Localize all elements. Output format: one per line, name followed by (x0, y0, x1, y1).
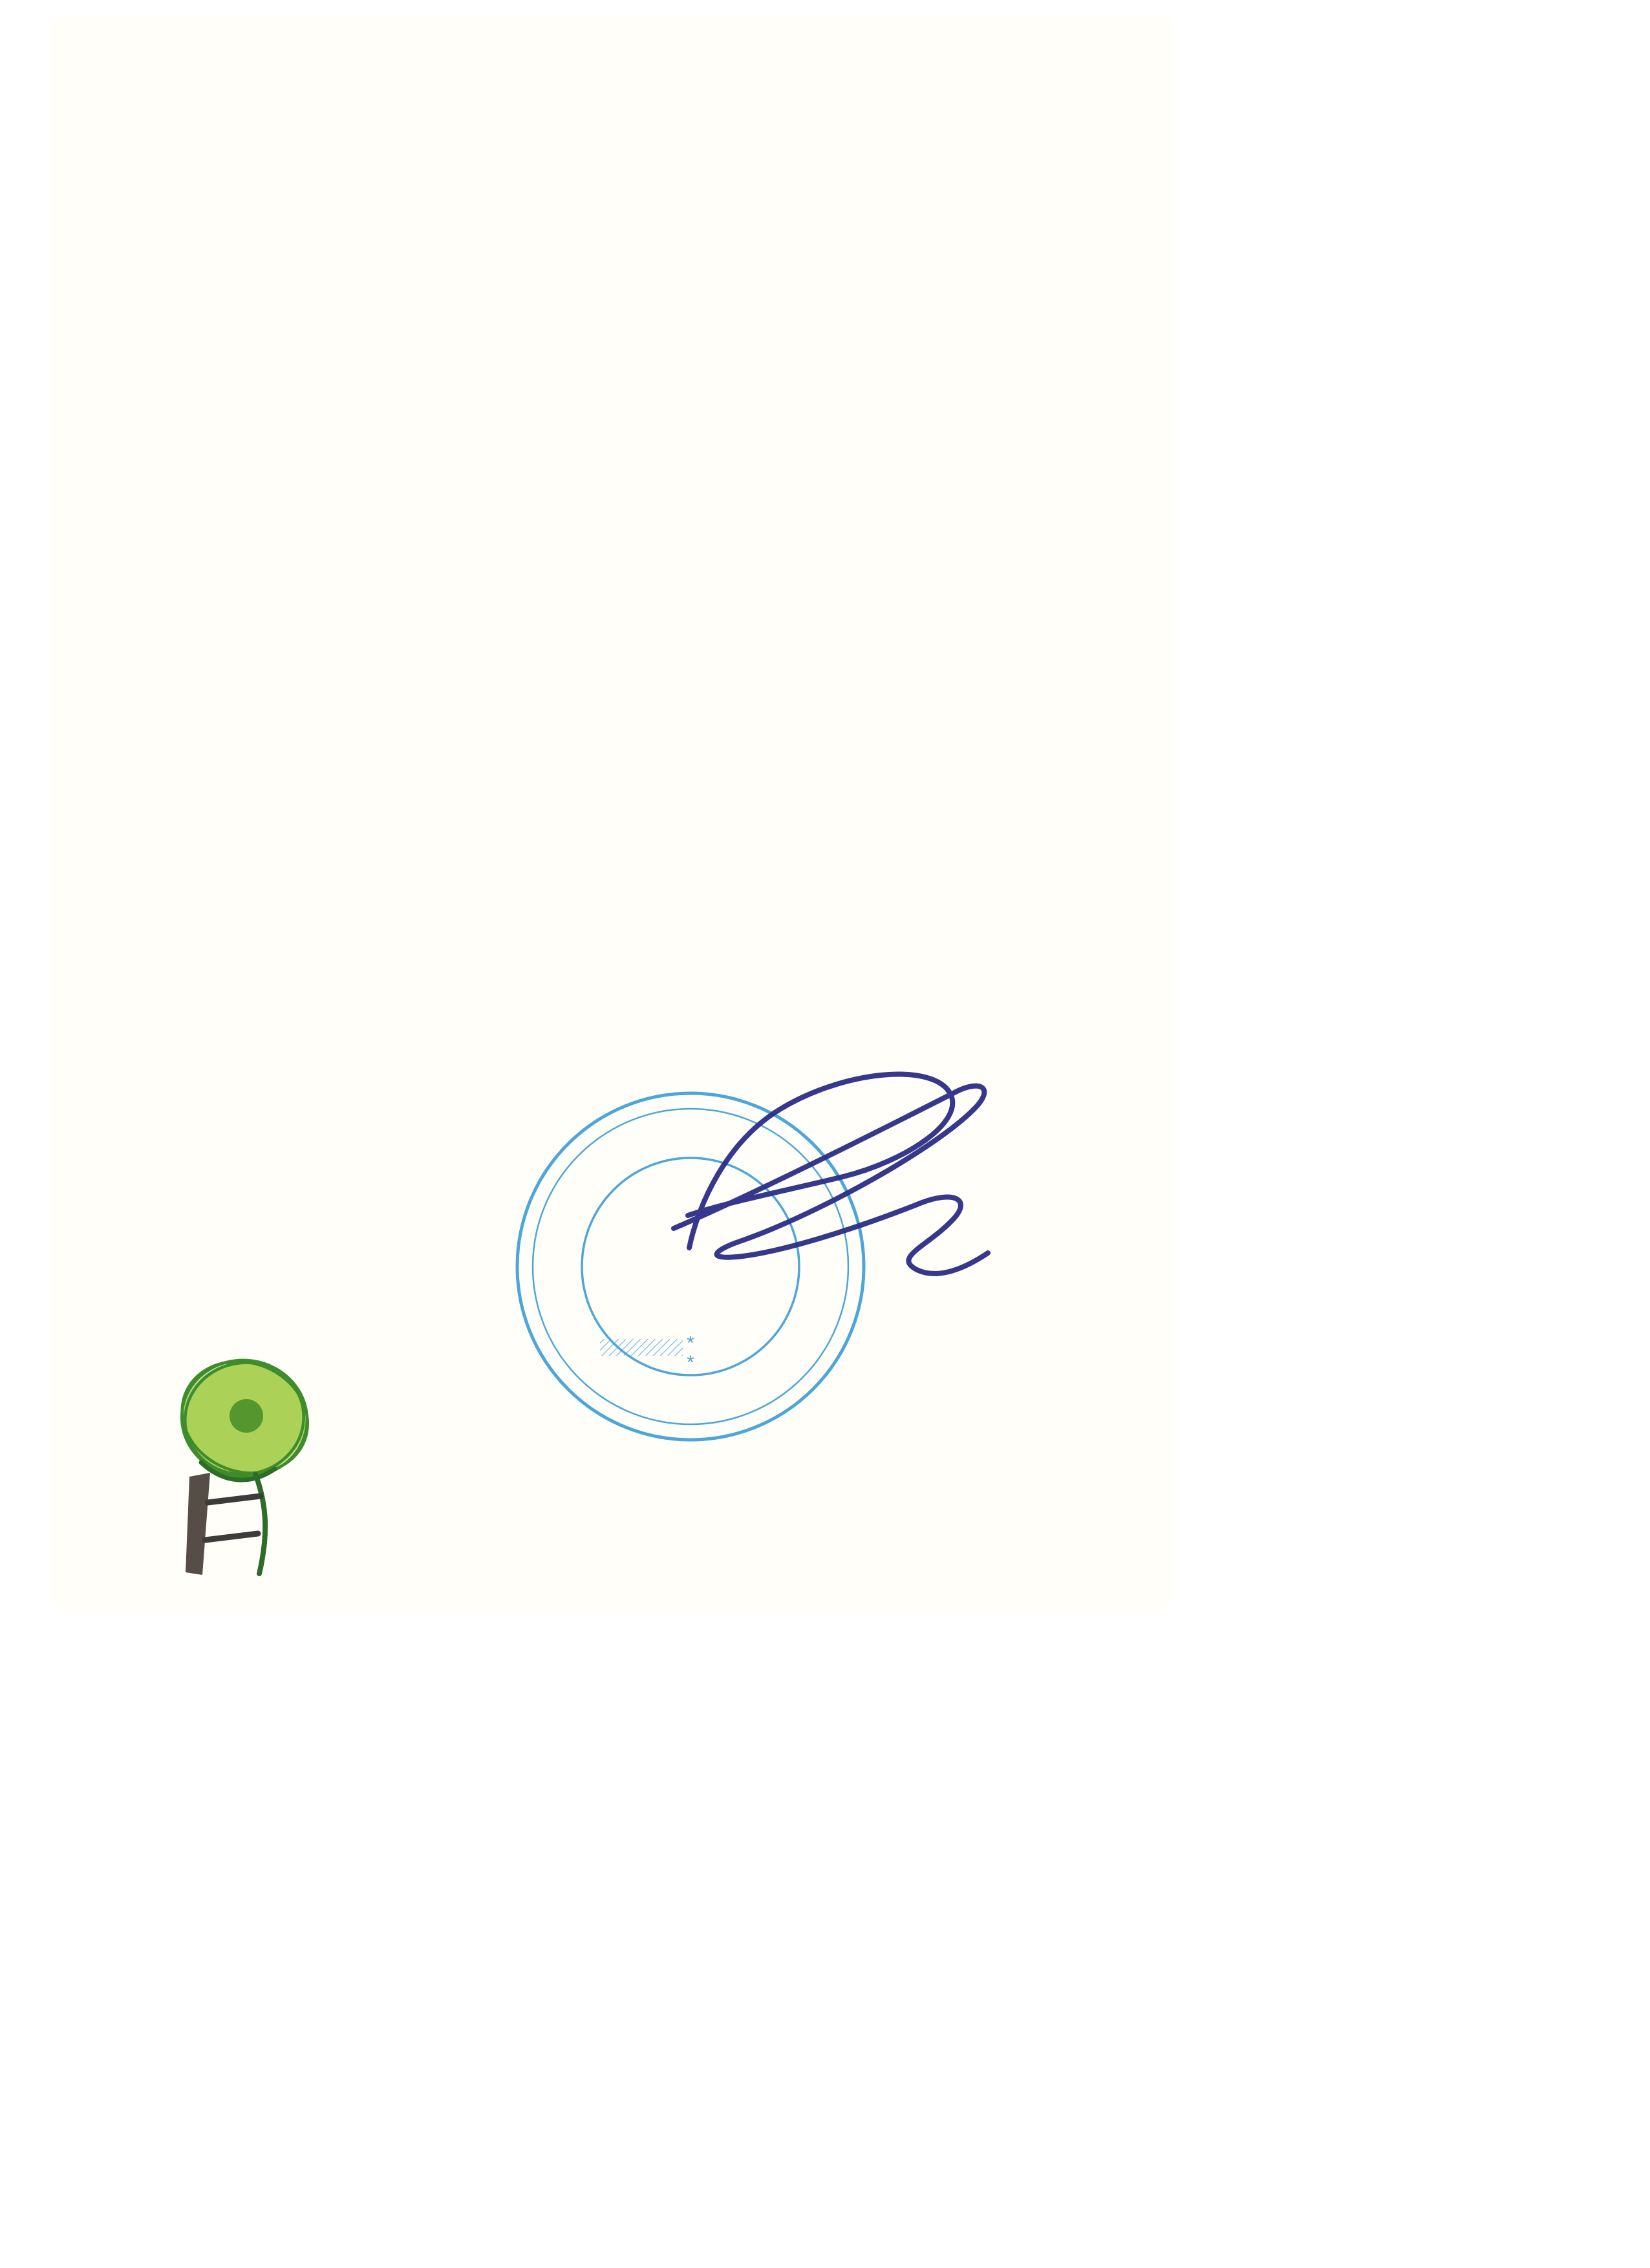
svg-text:*: * (687, 1332, 694, 1354)
certificate-canvas (50, 16, 1173, 1610)
school-round-stamp (509, 1086, 872, 1448)
svg-text:*: * (687, 1352, 694, 1373)
school-tree-logo-icon (112, 1336, 345, 1578)
